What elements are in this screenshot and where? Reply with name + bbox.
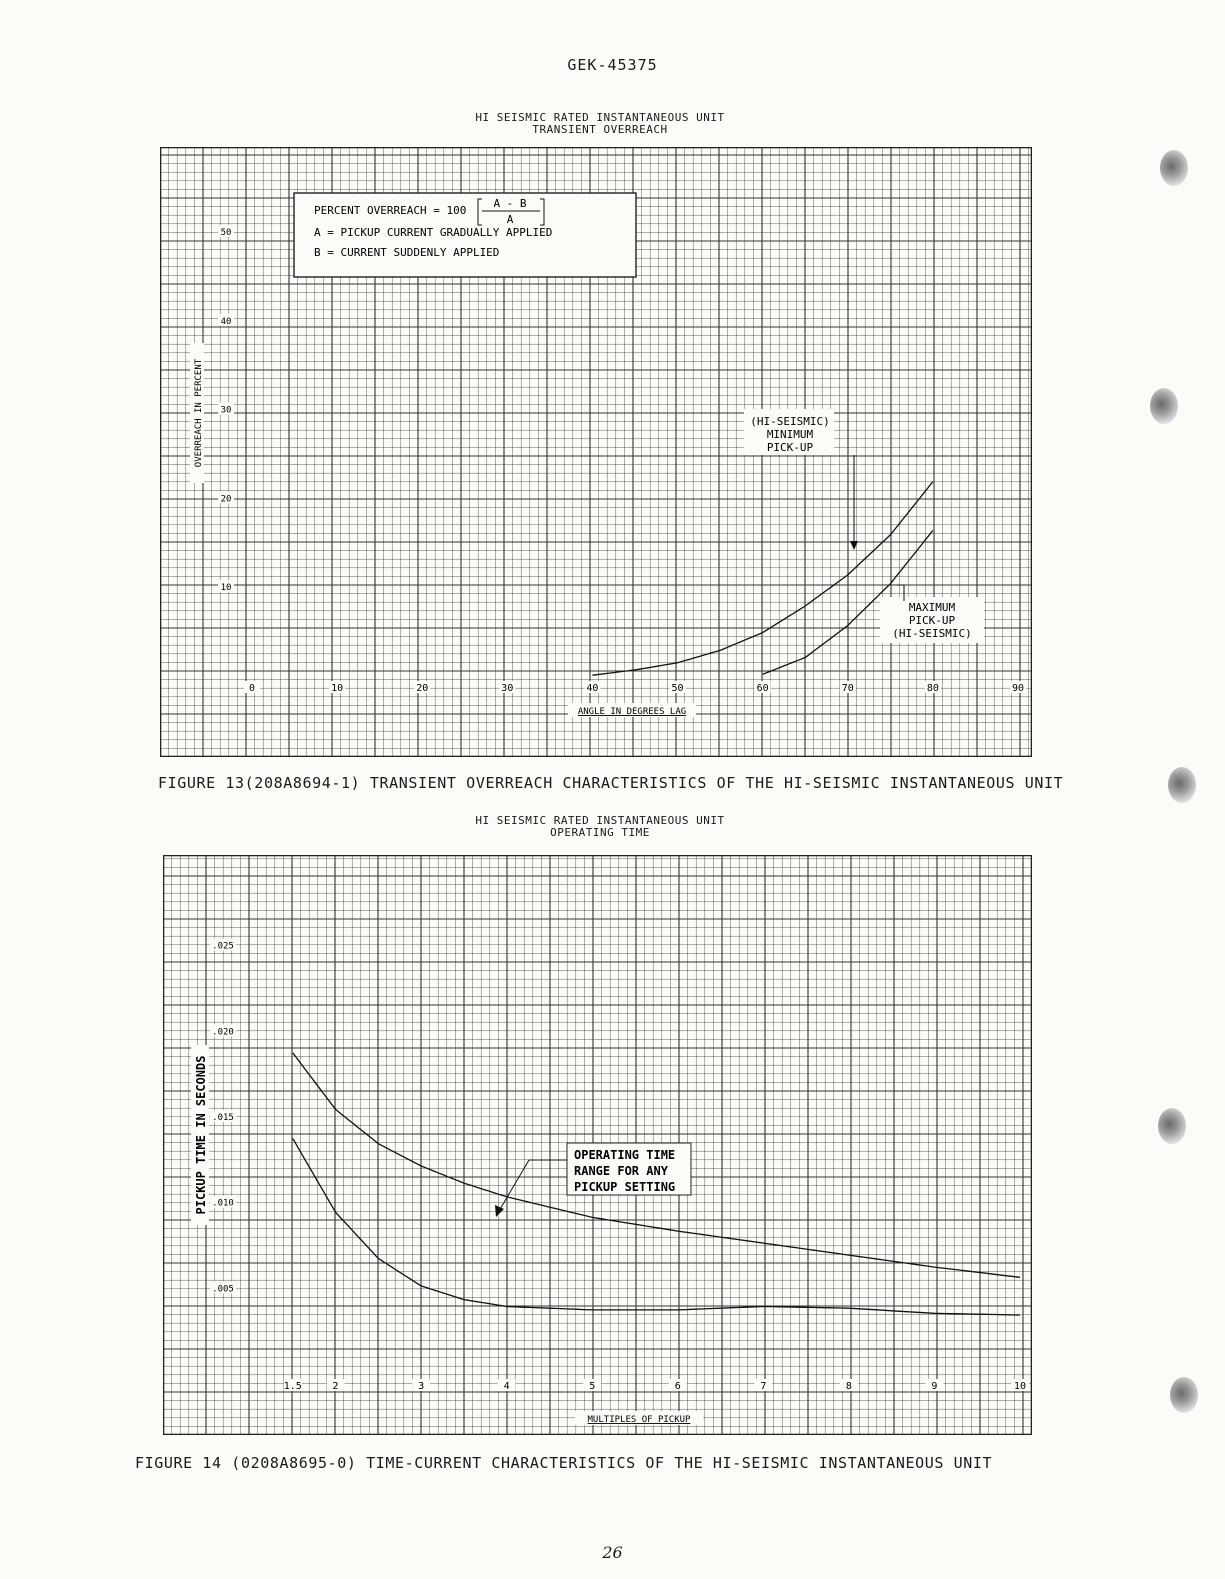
x-tick-label: 20 (416, 683, 429, 694)
min-pickup-label: MINIMUM (766, 428, 814, 441)
range-arrowhead (495, 1205, 504, 1217)
x-tick-label: 0 (248, 683, 256, 694)
x-tick-label: 10 (1013, 1381, 1027, 1392)
max-pickup-label: (HI-SEISMIC) (892, 627, 972, 640)
y-tick-label: .020 (212, 1027, 234, 1038)
x-tick-label: 9 (931, 1381, 938, 1392)
chart2-subtitle: OPERATING TIME (550, 826, 650, 839)
chart1-title: HI SEISMIC RATED INSTANTANEOUS UNIT (475, 111, 725, 124)
x-tick-label: 10 (331, 683, 344, 694)
x-tick-label: 3 (418, 1381, 425, 1392)
page-number: 26 (602, 1543, 623, 1562)
formula-prefix: PERCENT OVERREACH = 100 (314, 204, 467, 217)
overreach-chart (160, 147, 1032, 757)
y-tick-label: .015 (212, 1113, 234, 1123)
y-tick-label: 50 (220, 228, 232, 238)
operating-time-chart (163, 855, 1032, 1435)
x-tick-label: 4 (503, 1381, 510, 1392)
y-axis-label: OVERREACH IN PERCENT (194, 358, 204, 468)
formula-denominator: A (506, 213, 514, 226)
y-tick-label: 10 (220, 583, 232, 594)
formula-numerator: A - B (493, 197, 527, 210)
y-tick-label: 30 (220, 405, 232, 416)
y-tick-label: 20 (220, 494, 232, 505)
x-tick-label: 5 (589, 1381, 596, 1392)
x-tick-label: 60 (756, 683, 769, 694)
formula-line-b: B = CURRENT SUDDENLY APPLIED (314, 246, 500, 259)
figure14-caption: FIGURE 14 (0208A8695-0) TIME-CURRENT CHARACTERISTICS OF THE HI-SEISMIC INSTANTANEOUS UNIT (135, 1454, 993, 1472)
x-tick-label: 8 (845, 1381, 852, 1392)
y-tick-label: 40 (220, 316, 232, 327)
y-tick-label: .025 (212, 941, 234, 952)
x-tick-label: 90 (1011, 683, 1025, 694)
y-tick-label: .010 (212, 1198, 234, 1209)
x-axis-label: MULTIPLES OF PICKUP (587, 1415, 691, 1425)
figure13-caption: FIGURE 13(208A8694-1) TRANSIENT OVERREACH CHARACTERISTICS OF THE HI-SEISMIC INSTANTANEOUS UNIT (158, 774, 1064, 792)
range-label: RANGE FOR ANY (574, 1164, 668, 1178)
x-tick-label: 80 (926, 683, 939, 694)
y-axis-label: PICKUP TIME IN SECONDS (194, 1055, 208, 1215)
range-label: OPERATING TIME (574, 1148, 676, 1162)
x-axis-label: ANGLE IN DEGREES LAG (577, 707, 687, 717)
minimum-pickup-curve (592, 482, 933, 676)
chart2-title: HI SEISMIC RATED INSTANTANEOUS UNIT (475, 814, 725, 827)
punch-hole (1160, 150, 1188, 186)
x-tick-label: 30 (501, 683, 514, 694)
x-tick-label: 2 (332, 1381, 339, 1392)
formula-line-a: A = PICKUP CURRENT GRADUALLY APPLIED (314, 226, 553, 239)
x-tick-label: 50 (671, 683, 684, 694)
y-tick-label: .005 (212, 1284, 234, 1295)
punch-hole (1170, 1377, 1198, 1413)
x-tick-label: 6 (674, 1381, 681, 1392)
x-tick-label: 70 (841, 683, 854, 694)
max-pickup-label: MAXIMUM (908, 601, 956, 614)
x-tick-label: 7 (760, 1381, 767, 1392)
range-label: PICKUP SETTING (574, 1180, 676, 1194)
punch-hole (1168, 767, 1196, 803)
document-header: GEK-45375 (567, 56, 658, 74)
min-pickup-label: PICK-UP (766, 441, 814, 454)
min-pickup-label: (HI-SEISMIC) (750, 415, 830, 428)
x-tick-label: 40 (586, 683, 599, 694)
chart1-subtitle: TRANSIENT OVERREACH (532, 123, 668, 136)
punch-hole (1150, 388, 1178, 424)
punch-hole (1158, 1108, 1186, 1144)
max-pickup-label: PICK-UP (908, 614, 956, 627)
x-tick-label: 1.5 (283, 1381, 302, 1392)
